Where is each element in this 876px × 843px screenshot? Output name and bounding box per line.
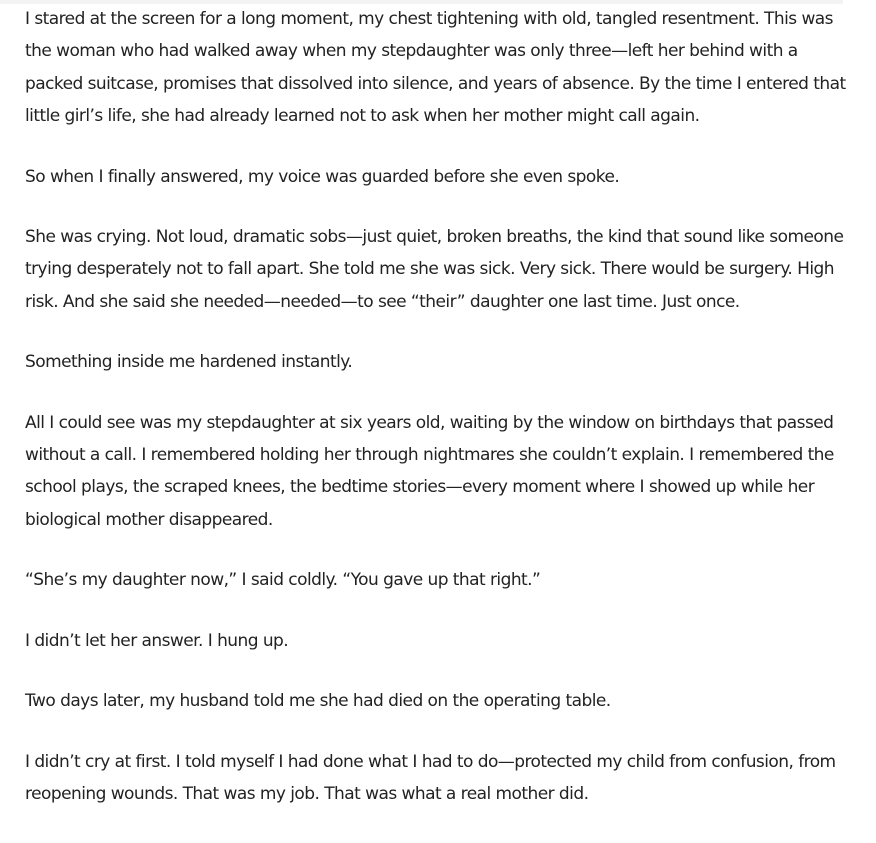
story-text	[25, 3, 851, 810]
paragraph: I didn’t cry at first. I told myself I had done what I had to do—protected my child from confusion, from reopening wounds. That was my job. That was what a real mother did.	[25, 751, 836, 804]
paragraph: I didn’t let her answer. I hung up.	[25, 630, 289, 651]
paragraph: So when I finally answered, my voice was guarded before she even spoke.	[25, 166, 620, 187]
paragraph: Two days later, my husband told me she had died on the operating table.	[25, 691, 611, 712]
paragraph: “She’s my daughter now,” I said coldly. “You gave up that right.”	[25, 570, 541, 591]
paragraph: Something inside me hardened instantly.	[25, 352, 353, 373]
paragraph: I stared at the screen for a long moment, my chest tightening with old, tangled resentment. This was the woman who had walked away when my stepdaughter was only three—left her behind with a packed suitcase, promises that dissolved into silence, and years of absence. By the time I entered that little girl’s life, she had already learned not to ask when her mother might call again.	[25, 9, 846, 127]
paragraph: All I could see was my stepdaughter at six years old, waiting by the window on birthdays that passed without a call. I remembered holding her through nightmares she couldn’t explain. I remembered the school plays, the scraped knees, the bedtime stories—every moment where I showed up while her biological mother disappeared.	[25, 412, 834, 530]
paragraph: She was crying. Not loud, dramatic sobs—just quiet, broken breaths, the kind that sound like someone trying desperately not to fall apart. She told me she was sick. Very sick. There would be surgery. High risk. And she said she needed—needed—to see “their” daughter one last time. Just once.	[25, 227, 844, 312]
